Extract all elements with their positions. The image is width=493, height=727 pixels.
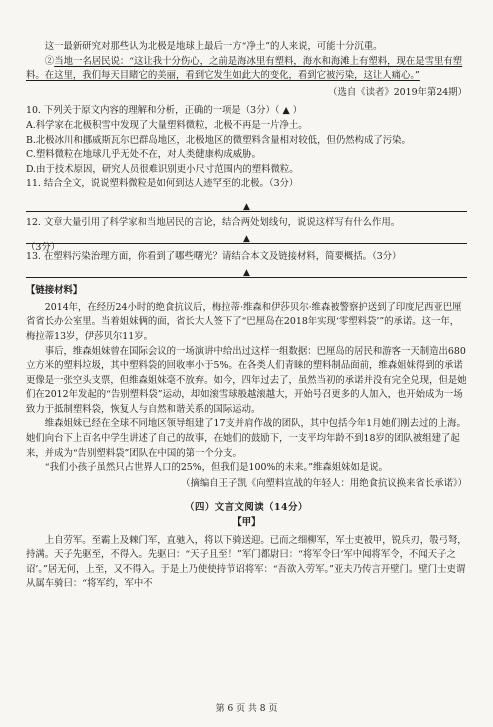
- section-4-title: （四）文言文阅读（14分）: [185, 502, 308, 514]
- document-page: [26, 40, 467, 592]
- question-13: 13. 在塑料污染治理方面，你看到了哪些曙光？请结合本文及链接材料，简要概括。（3分）: [26, 250, 402, 262]
- link-material-heading: 【链接材料】: [26, 285, 83, 297]
- passage-paragraph-2: [26, 55, 467, 84]
- question-10-option-a: A.科学家在北极积雪中发现了大量塑料微粒，北极不再是一片净土。: [26, 119, 308, 131]
- question-10-option-b: B.北极冰川和挪威斯瓦尔巴群岛地区，北极地区的微塑料含量相对较低，但仍然构成了污染。: [26, 134, 411, 146]
- classical-text-paragraph: 上自劳军。至霸上及棘门军，直驰入，将以下骑送迎。已而之细柳军，军士吏被甲，锐兵刃，彀弓弩，持满。天子先驱至，不得入。先驱曰：“天子且至！”军门都尉曰：“将军令曰‘军中闻将军令，不闻天子之诏’。”居无何，上至，又不得入。于是上乃使使持节诏将军：“吾欲入劳军。”亚夫乃传言开壁门。壁门士吏谓从属车骑曰：“将军约，军中不: [26, 534, 467, 590]
- answer-marker-11: ▲: [243, 201, 250, 212]
- link-paragraph-3: 维森姐妹已经在全球不同地区领导组建了17支并肩作战的团队，其中包括今年1月她们刚去过的上海。她们向台下上百名中学生讲述了自己的故事，在她们的鼓励下，一支平均年龄不到18岁的团队被组建了起来，并成为“告别塑料袋”团队在中国的第一个分支。: [26, 418, 466, 459]
- passage-paragraph-1: 这一最新研究对那些认为北极是地球上最后一方“净土”的人来说，可能十分沉重。: [44, 41, 383, 52]
- answer-marker-13: ▲: [243, 268, 250, 279]
- page-footer: 第 6 页 共 8 页: [215, 704, 278, 714]
- question-10-option-d: D.由于技术原因，研究人员很难识别更小尺寸范围内的塑料微粒。: [26, 163, 299, 175]
- link-paragraph-2: 事后，维森姐妹曾在国际会议的一场演讲中给出过这样一组数据：巴厘岛的居民和游客一天制造出680立方米的塑料垃圾，其中塑料袋的回收率小于5%。在各类人们青睐的塑料制品面前，维森姐妹得到的承诺更像是一张空头支票，但维森姐妹毫不放弃。如今，四年过去了，虽然当初的承诺并没有完全兑现，但是她们在2012年发起的“告别塑料袋”运动，却如滚雪球般越滚越大，开始号召更多的人加入，也开始成为一场致力于抵制塑料袋，恢复人与自然和谐关系的国际运动。: [26, 345, 467, 415]
- link-paragraph-1: 2014年，在经历24小时的绝食抗议后，梅拉蒂·维森和伊莎贝尔·维森被警察护送到了印度尼西亚巴厘省省长办公室里。当着姐妹俩的面，省长大人签下了“巴厘岛在2018年实现‘零塑料袋’”的承诺。这一年，梅拉蒂13岁，伊莎贝尔11岁。: [26, 301, 462, 342]
- section-4-subtitle: 【甲】: [232, 517, 261, 529]
- answer-line-13[interactable]: [26, 265, 467, 278]
- answer-line-12[interactable]: [26, 231, 467, 253]
- question-12-score: （3分）: [26, 241, 61, 253]
- link-source: （摘编自王子凯《向塑料宣战的年轻人：用绝食抗议换来省长承诺》）: [181, 477, 467, 489]
- question-10: 10. 下列关于原文内容的理解和分析，正确的一项是（3分）（ ▲ ）: [26, 105, 303, 117]
- question-10-option-c: C.塑料微粒在地球几乎无处不在，对人类健康构成威胁。: [26, 149, 261, 161]
- underlined-quote: 当地一名居民说：“这让我十分伤心，之前是海冰里有塑料，海水和海滩上有塑料，现在是雪里有塑料。在这里，我们每天目睹它的美丽，看到它发生如此大的变化，看到它被污染，这让人痛心。”: [26, 55, 463, 82]
- link-paragraph-4: “我们小孩子虽然只占世界人口的25%，但我们是100%的未来。”维森姐妹如是说。: [44, 462, 388, 474]
- paragraph-number-2: ②: [44, 55, 55, 67]
- answer-line-11[interactable]: [26, 193, 467, 212]
- question-11: 11. 结合全文，说说塑料微粒是如何到达人迹罕至的北极。（3分）: [26, 178, 299, 190]
- answer-marker-12: ▲: [243, 233, 250, 244]
- question-12: 12. 文章大量引用了科学家和当地居民的言论，结合两处划线句，说说这样写有什么作用。: [26, 216, 401, 228]
- passage-source: （选自《读者》2019年第24期）: [328, 86, 467, 98]
